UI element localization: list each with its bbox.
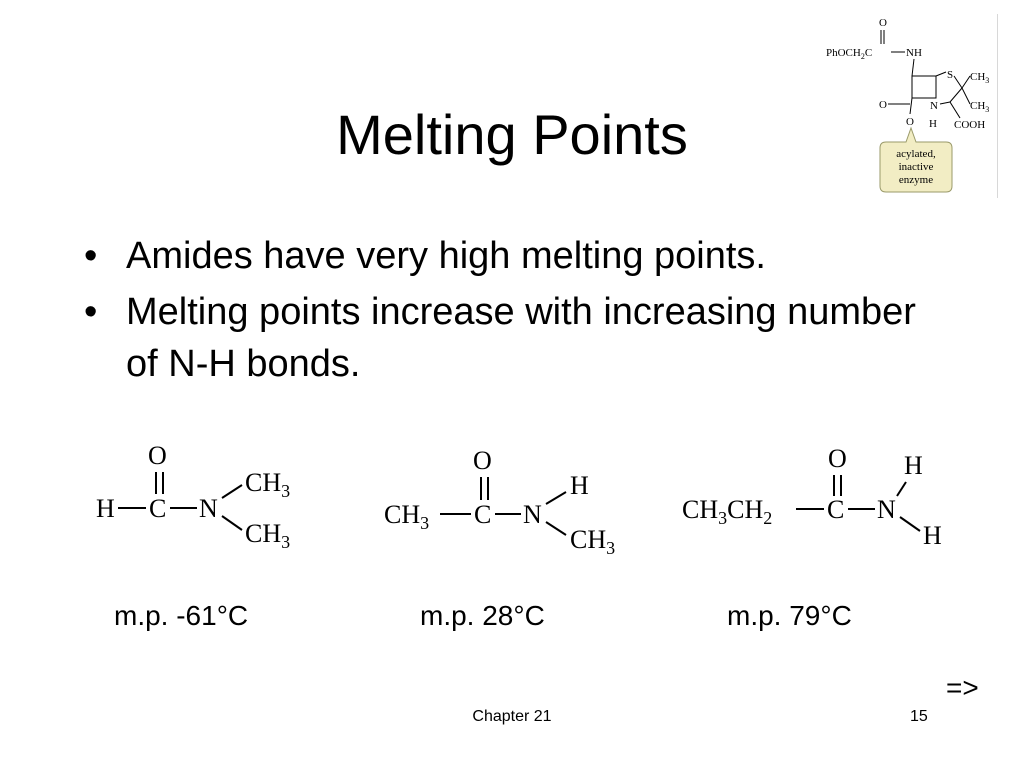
group-ch3-a: $CH_3$ — [970, 71, 990, 85]
group-nh: NH — [906, 47, 922, 59]
bond-n-c — [940, 102, 950, 104]
bond-n-ch3-top — [222, 485, 242, 498]
melting-point-label: m.p. 79°C — [727, 600, 852, 631]
atom-o: O — [828, 444, 847, 473]
structure-methylacetamide — [378, 444, 638, 564]
group-ch3ch2: $CH_3CH_2$ — [682, 495, 773, 528]
bond-n-h-bottom — [900, 517, 920, 531]
bullet-dot-icon: • — [84, 291, 98, 333]
bullet-item — [84, 286, 944, 390]
bond-s-c — [954, 76, 962, 88]
slide-title: Melting Points — [336, 103, 688, 166]
atom-h-top: H — [904, 451, 923, 480]
callout-line: enzyme — [898, 174, 934, 186]
group-ch3-top: $CH_3$ — [245, 468, 291, 501]
atom-n: N — [930, 100, 938, 112]
group-ch3-bottom: $CH_3$ — [570, 525, 616, 558]
inset-divider — [997, 14, 998, 198]
atom-s: S — [947, 69, 954, 81]
bullet-list — [84, 230, 944, 394]
atom-h: H — [570, 471, 589, 500]
group-phoch2: PhOCH$_2$C — [826, 47, 873, 61]
bond-c-cooh — [950, 88, 962, 102]
bullet-item — [84, 230, 944, 282]
atom-c: C — [149, 494, 167, 523]
bond-ch3-b — [962, 88, 970, 104]
bond-o-right — [910, 98, 912, 114]
bond-cooh — [950, 102, 960, 118]
bullet-dot-icon: • — [84, 235, 98, 277]
atom-o-left: O — [879, 99, 887, 111]
bond-ring-s — [936, 72, 946, 76]
atom-n: N — [199, 494, 218, 523]
callout-line: acylated, — [896, 148, 936, 160]
group-ch3-left: $CH_3$ — [384, 500, 430, 533]
group-ch3-b: $CH_3$ — [970, 100, 990, 114]
atom-n: N — [877, 495, 896, 524]
melting-point-label: m.p. -61°C — [114, 600, 249, 631]
bond-nh-ring — [912, 59, 914, 76]
atom-h: H — [929, 118, 937, 130]
melting-point-label: m.p. 28°C — [420, 600, 545, 631]
group-cooh: COOH — [954, 119, 986, 131]
penicillin-inset-diagram — [822, 14, 998, 198]
atom-h-bottom: H — [923, 521, 942, 550]
structure-dimethylformamide — [90, 440, 320, 560]
atom-c: C — [827, 495, 845, 524]
bond-n-ch3-bottom — [222, 516, 242, 530]
group-ch3-bottom: $CH_3$ — [245, 519, 291, 552]
bullet-text: Melting points increase with increasing number of N-H bonds. — [126, 291, 916, 385]
atom-n: N — [523, 500, 542, 529]
atom-h: H — [96, 494, 115, 523]
footer-page-number: 15 — [910, 708, 928, 725]
bond-n-ch3 — [546, 522, 566, 535]
structure-propanamide — [676, 440, 976, 560]
callout-line: inactive — [898, 161, 934, 173]
bullet-text: Amides have very high melting points. — [126, 235, 766, 277]
atom-o-top: O — [879, 17, 887, 29]
footer-chapter: Chapter 21 — [472, 708, 552, 725]
next-slide-link[interactable]: => — [946, 672, 979, 703]
bond-n-h — [546, 492, 566, 504]
atom-o: O — [148, 441, 167, 470]
bond-ch3-a — [962, 76, 970, 88]
beta-lactam-ring — [912, 76, 936, 98]
bond-n-h-top — [897, 482, 906, 496]
atom-o-right: O — [906, 116, 914, 128]
atom-c: C — [474, 500, 492, 529]
atom-o: O — [473, 446, 492, 475]
